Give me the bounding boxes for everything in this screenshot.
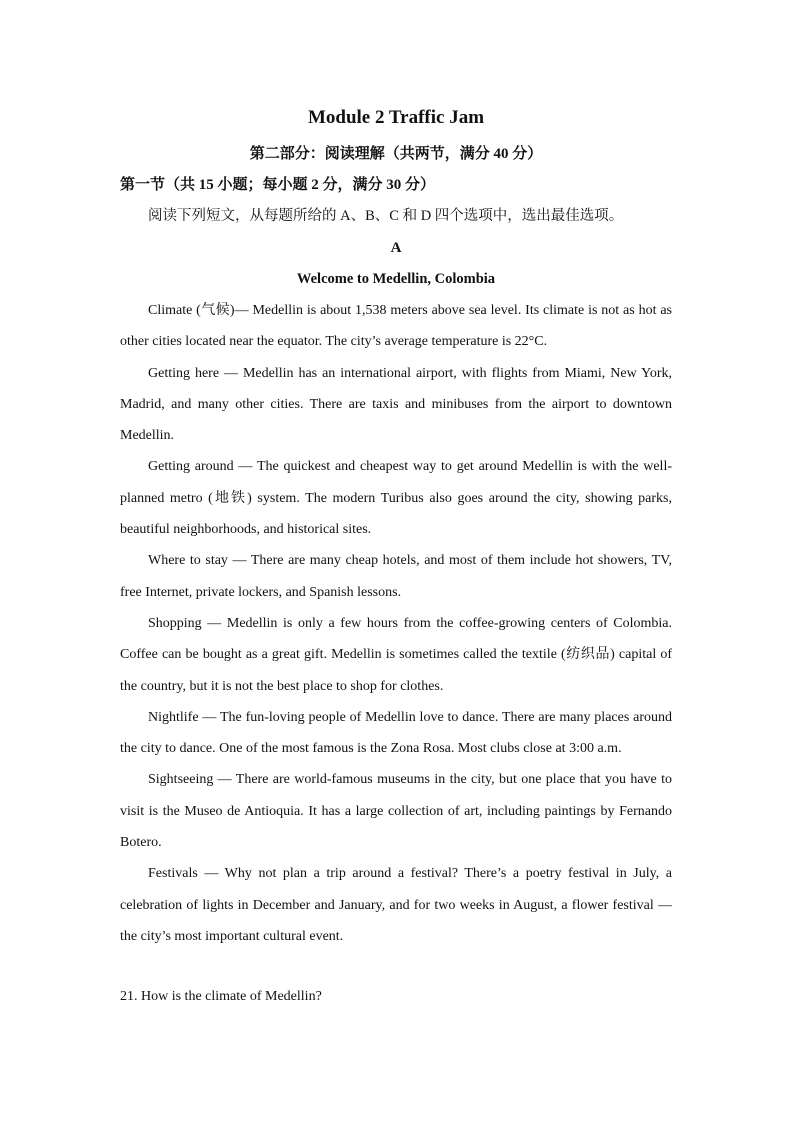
passage-label: A — [390, 240, 402, 256]
subsection-heading: 第一节（共 15 小题；每小题 2 分，满分 30 分） — [120, 177, 436, 193]
paragraph-nightlife: Nightlife — The fun-loving people of Medellin love to dance. There are many places around the city to dance. One of the most famous is the Zona Rosa. Most clubs close at 3:00 a.m. — [120, 709, 672, 757]
paragraph-festivals: Festivals — Why not plan a trip around a festival? There’s a poetry festival in July, a celebration of lights in December and January, and for two weeks in August, a flower festival — the city’s most important cultural event. — [120, 866, 672, 944]
paragraph-getting-here: Getting here — Medellin has an international airport, with flights from Miami, New York, Madrid, and many other cities. There are taxis and minibuses from the airport to downtown Medellin. — [120, 365, 672, 444]
paragraph-getting-around: Getting around — The quickest and cheapest way to get around Medellin is with the well-planned metro (地铁) system. The modern Turibus also goes around the city, showing parks, beautiful neighborhoods, and historical sites. — [120, 459, 672, 538]
page-title: Module 2 Traffic Jam — [307, 107, 485, 128]
paragraph-climate: Climate (气候)— Medellin is about 1,538 meters above sea level. Its climate is not as hot as other cities located near the equator. The city’s average temperature is 22°C. — [120, 303, 672, 350]
section-heading: 第二部分：阅读理解（共两节，满分 40 分） — [249, 146, 543, 162]
instruction-text: 阅读下列短文，从每题所给的 A、B、C 和 D 四个选项中，选出最佳选项。 — [148, 208, 624, 224]
passage-body — [120, 295, 672, 952]
paragraph-where-to-stay: Where to stay — There are many cheap hotels, and most of them include hot showers, TV, free Internet, private lockers, and Spanish lessons. — [120, 553, 672, 600]
paragraph-sightseeing: Sightseeing — There are world-famous museums in the city, but one place that you have to visit is the Museo de Antioquia. It has a large collection of art, including paintings by Fernando Botero. — [120, 772, 672, 851]
paragraph-shopping: Shopping — Medellin is only a few hours from the coffee-growing centers of Colombia. Coffee can be bought as a great gift. Medellin is sometimes called the textile (纺织品) capital of the country, but it is not the best place to shop for clothes. — [120, 615, 672, 694]
question-21: 21. How is the climate of Medellin? — [120, 989, 322, 1004]
passage-title: Welcome to Medellin, Colombia — [296, 271, 496, 287]
